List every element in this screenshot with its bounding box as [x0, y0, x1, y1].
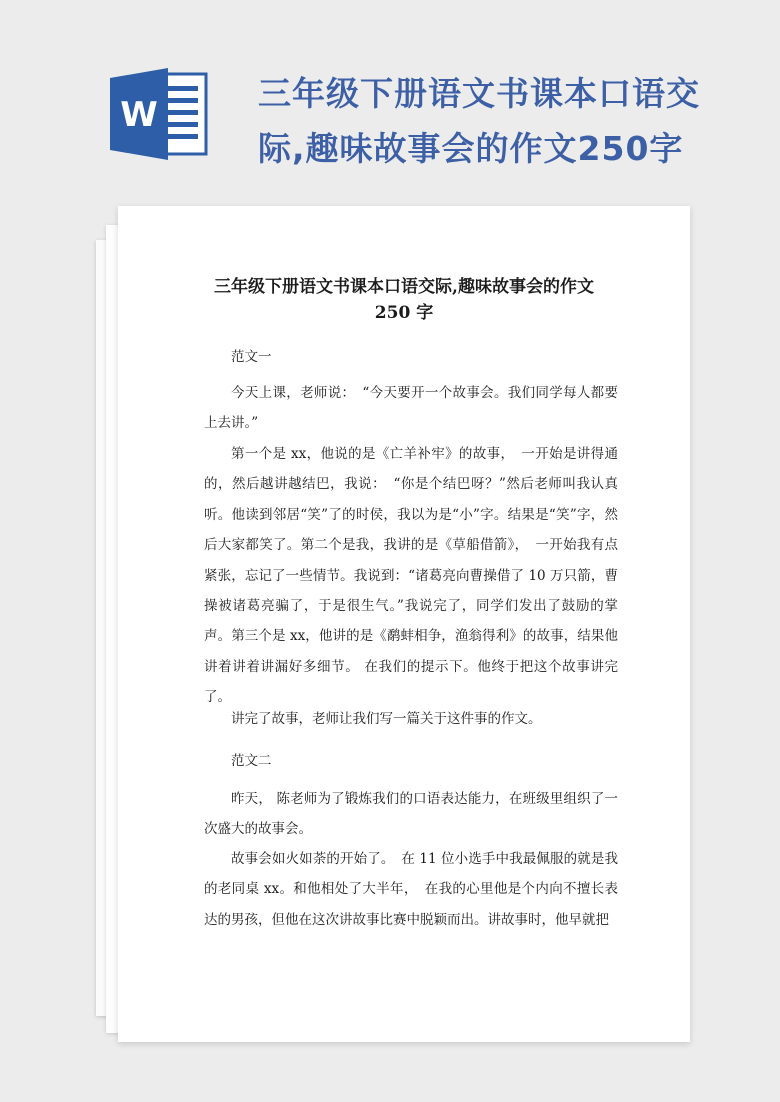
paragraph: 第一个是 xx，他说的是《亡羊补牢》的故事， 一开始是讲得通的，然后越讲越结巴，我说： “你是个结巴呀？”然后老师叫我认真听。他读到邻居“笑”了的时侯，我以为是“小”字。结果是“笑”字，然后大家都笑了。第二个是我，我讲的是《草船借箭》， 一开始我有点紧张，忘记了一些情节。我说到：“诸葛亮向曹操借了 10 万只箭，曹操被诸葛亮骗了，于是很生气。”我说完了，同学们发出了鼓励的掌声。第三个是 xx，他讲的是《鹬蚌相争，渔翁得利》的故事，结果他讲着讲着讲漏好多细节。 在我们的提示下。他终于把这个故事讲完了。: [204, 446, 618, 706]
document-title-line2: 250 字: [374, 303, 434, 323]
paragraph: 讲完了故事，老师让我们写一篇关于这件事的作文。: [231, 711, 542, 727]
word-icon-letter: W: [120, 95, 158, 135]
header-title: [258, 66, 728, 176]
header-banner: [0, 0, 780, 200]
section-heading-1: 范文一: [231, 349, 272, 365]
paragraph: 今天上课，老师说： “今天要开一个故事会。我们同学每人都要上去讲。”: [204, 385, 618, 432]
header-title-line2: 际,趣味故事会的作文250字: [258, 129, 684, 168]
paragraph: 故事会如火如荼的开始了。 在 11 位小选手中我最佩服的就是我的老同桌 xx。和他相处了大半年， 在我的心里他是个内向不擅长表达的男孩，但他在这次讲故事比赛中脱颖而出。讲故事时，他早就把: [204, 851, 618, 928]
section-heading-2: 范文二: [231, 753, 272, 769]
document-title-line1: 三年级下册语文书课本口语交际,趣味故事会的作文: [214, 277, 594, 297]
header-title-line1: 三年级下册语文书课本口语交: [258, 74, 700, 113]
document-page: [118, 206, 690, 1042]
paragraph: 昨天， 陈老师为了锻炼我们的口语表达能力，在班级里组织了一次盛大的故事会。: [204, 791, 618, 838]
word-document-icon: [110, 68, 208, 160]
document-title: [118, 274, 690, 326]
